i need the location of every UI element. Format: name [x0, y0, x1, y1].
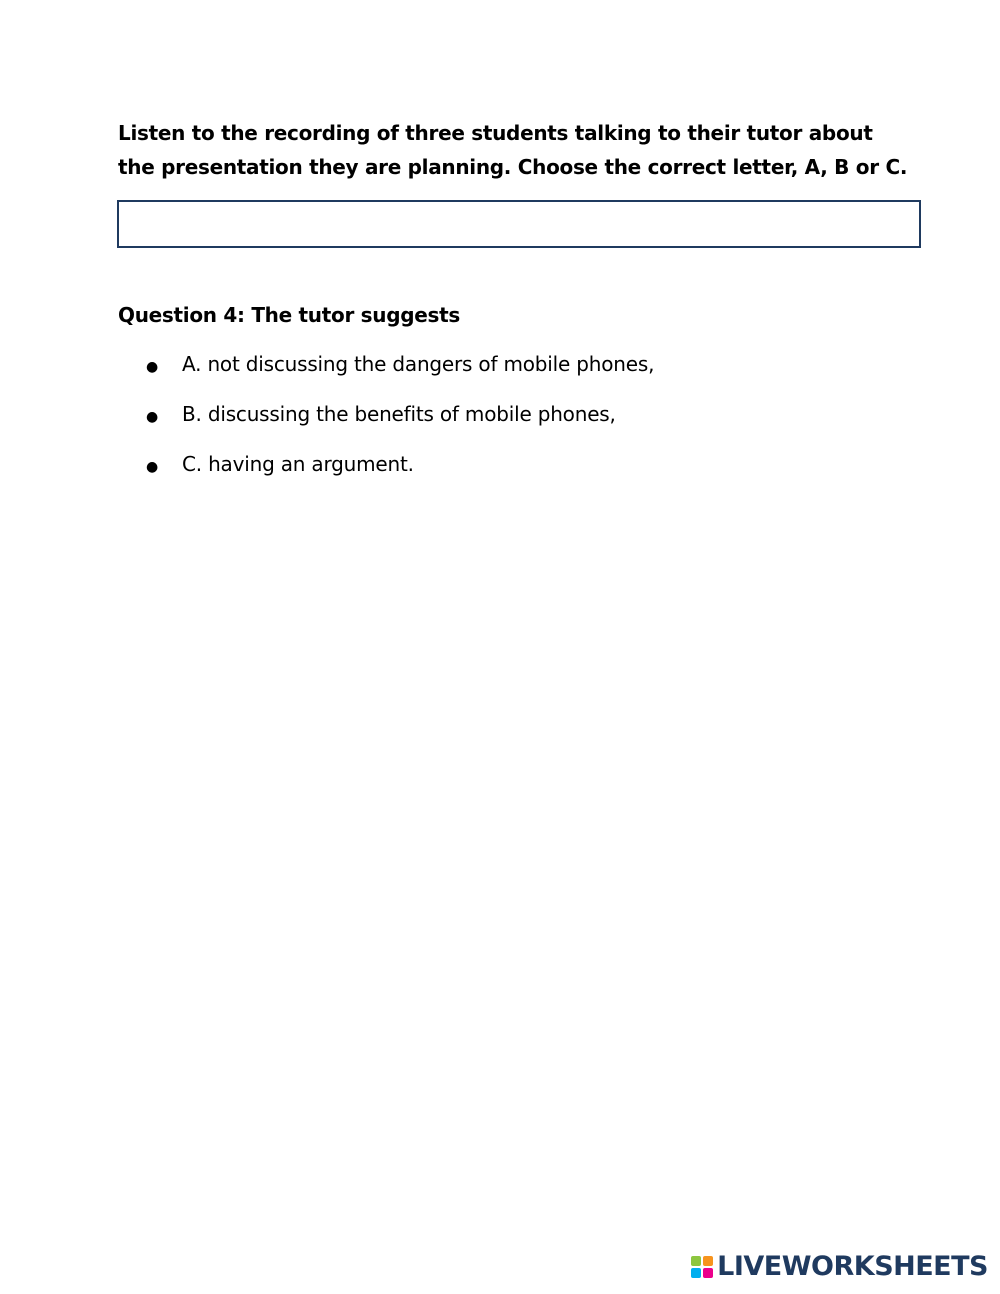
instructions-line-2: the presentation they are planning. Choose the correct letter, A, B or C.: [118, 155, 908, 179]
instructions-line-1: Listen to the recording of three students talking to their tutor about: [118, 121, 873, 145]
option-label: A. not discussing the dangers of mobile phones,: [182, 352, 655, 376]
question-title: Question 4: The tutor suggests: [118, 303, 460, 327]
logo-square-icon: [703, 1268, 713, 1278]
option-label: B. discussing the benefits of mobile phones,: [182, 402, 616, 426]
logo-square-icon: [691, 1256, 701, 1266]
logo-mark-icon: [691, 1256, 713, 1278]
liveworksheets-logo: [691, 1251, 988, 1282]
logo-square-icon: [703, 1256, 713, 1266]
bullet-icon: ●: [146, 459, 159, 475]
bullet-icon: ●: [146, 359, 159, 375]
logo-square-icon: [691, 1268, 701, 1278]
bullet-icon: ●: [146, 409, 159, 425]
answer-box[interactable]: [117, 200, 921, 248]
instructions-text: [118, 116, 918, 184]
logo-text: LIVEWORKSHEETS: [717, 1251, 988, 1282]
option-label: C. having an argument.: [182, 452, 414, 476]
